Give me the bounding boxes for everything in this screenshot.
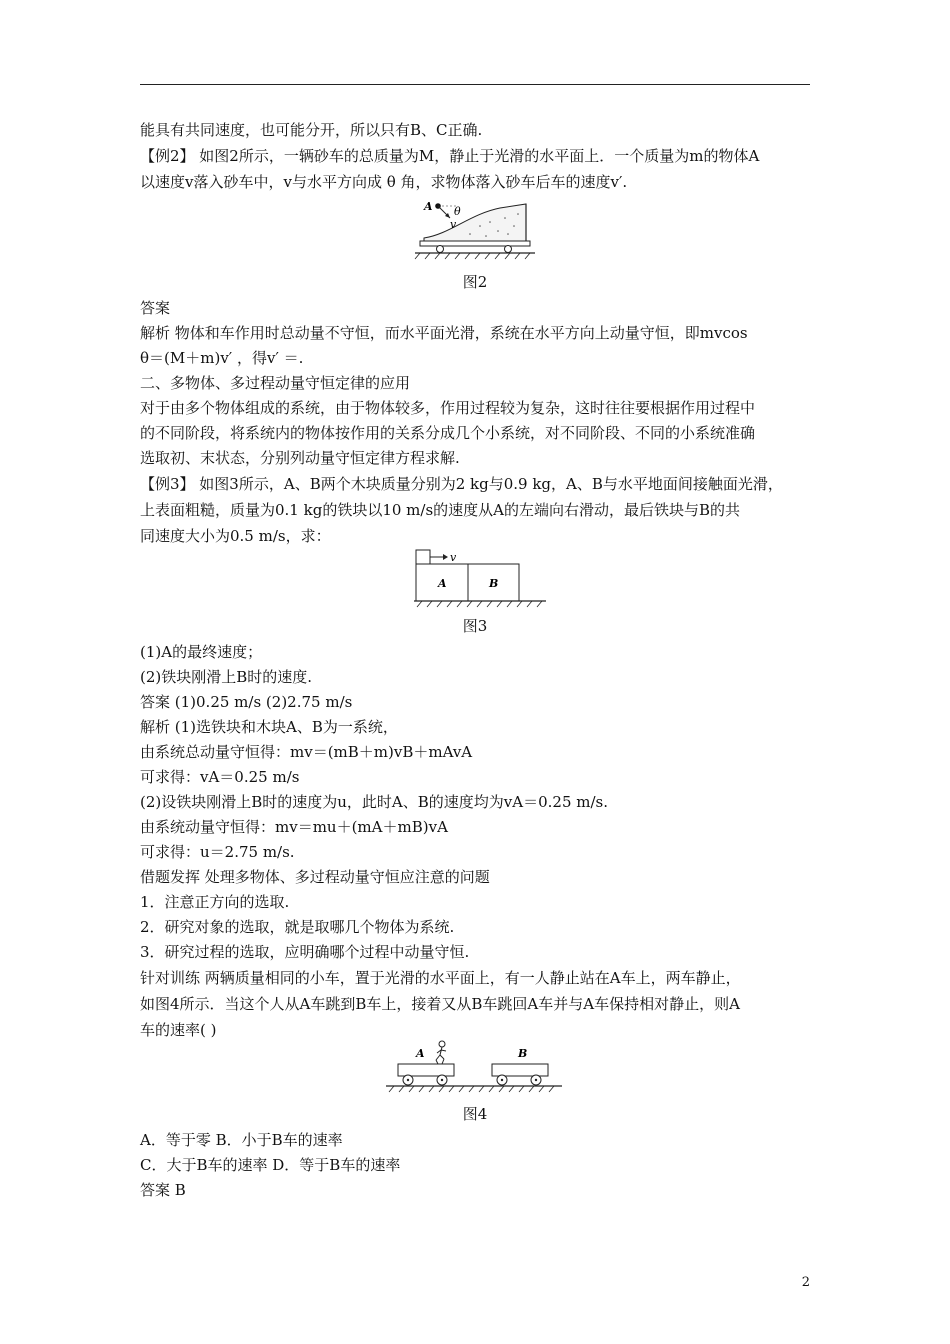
figure-4-two-carts [384, 1040, 564, 1100]
cart-b [492, 1064, 548, 1076]
label-a: A [438, 577, 447, 590]
text-line: 解析 (1)选铁块和木块A、B为一系统， [140, 718, 398, 736]
text-line: 对于由多个物体组成的系统，由于物体较多，作用过程较为复杂，这时往往要根据作用过程中 [140, 399, 756, 417]
example-3-heading: 【例3】 如图3所示，A、B两个木块质量分别为2 kg与0.9 kg，A、B与水平地面间接触面光滑， [140, 475, 783, 493]
figure-3-caption: 图3 [462, 617, 488, 635]
label-b: B [489, 577, 499, 590]
option-line: C．大于B车的速率 D．等于B车的速率 [140, 1156, 401, 1174]
answer-line: 答案 (1)0.25 m/s (2)2.75 m/s [140, 693, 353, 711]
page-number: 2 [801, 1275, 810, 1290]
label-b: B [518, 1047, 528, 1060]
sand-pile [424, 204, 526, 241]
section-heading: 二、多物体、多过程动量守恒定律的应用 [140, 374, 411, 392]
option-line: A．等于零 B．小于B车的速率 [140, 1131, 343, 1149]
text-line: (2)设铁块刚滑上B时的速度为u，此时A、B的速度均为vA＝0.25 m/s. [140, 793, 609, 811]
iron-block [416, 550, 430, 564]
label-v: v [450, 551, 457, 564]
label-theta: θ [454, 205, 461, 218]
text-line: 可求得：vA＝0.25 m/s [140, 768, 300, 786]
text-line: 车的速率( ) [140, 1021, 217, 1039]
text-line: 同速度大小为0.5 m/s，求： [140, 527, 331, 545]
header-rule [140, 84, 810, 85]
text-line: 选取初、末状态，分别列动量守恒定律方程求解. [140, 449, 460, 467]
figure-2-sand-cart [410, 196, 540, 268]
text-line: 3．研究过程的选取，应明确哪个过程中动量守恒. [140, 943, 470, 961]
label-a: A [416, 1047, 425, 1060]
text-line: 2．研究对象的选取，就是取哪几个物体为系统. [140, 918, 455, 936]
answer-line: 答案 B [140, 1181, 186, 1199]
figure-4-caption: 图4 [462, 1105, 488, 1123]
cart-body [420, 241, 530, 246]
person-icon [436, 1041, 446, 1064]
text-line: 1．注意正方向的选取. [140, 893, 290, 911]
figure-2-caption: 图2 [462, 273, 488, 291]
label-a: A [424, 200, 433, 213]
text-line: 由系统动量守恒得：mv＝mu＋(mA＋mB)vA [140, 818, 448, 836]
text-line: 的不同阶段，将系统内的物体按作用的关系分成几个小系统，对不同阶段、不同的小系统准确 [140, 424, 756, 442]
text-line: 以速度v落入砂车中，v与水平方向成 θ 角，求物体落入砂车后车的速度v′. [140, 173, 628, 191]
text-line: 能具有共同速度，也可能分开，所以只有B、C正确. [140, 121, 483, 139]
wheel-left [437, 246, 444, 253]
exercise-heading: 针对训练 两辆质量相同的小车，置于光滑的水平面上，有一人静止站在A车上，两车静止， [140, 969, 741, 987]
tip-heading: 借题发挥 处理多物体、多过程动量守恒应注意的问题 [140, 868, 490, 886]
answer-label: 答案 [140, 299, 171, 317]
text-line: (2)铁块刚滑上B时的速度. [140, 668, 313, 686]
label-v: v [450, 218, 457, 231]
text-line: 上表面粗糙，质量为0.1 kg的铁块以10 m/s的速度从A的左端向右滑动，最后铁块与B的共 [140, 501, 741, 519]
text-line: 由系统总动量守恒得：mv＝(mB＋m)vB＋mAvA [140, 743, 473, 761]
text-line: 解析 物体和车作用时总动量不守恒，而水平面光滑，系统在水平方向上动量守恒，即mvcos [140, 324, 748, 342]
figure-3-blocks [412, 544, 550, 612]
wheel-right [505, 246, 512, 253]
text-line: 如图4所示．当这个人从A车跳到B车上，接着又从B车跳回A车并与A车保持相对静止，则A [140, 995, 740, 1013]
cart-a [398, 1064, 454, 1076]
example-2-heading: 【例2】 如图2所示，一辆砂车的总质量为M，静止于光滑的水平面上．一个质量为m的物体A [140, 147, 760, 165]
text-line: 可求得：u＝2.75 m/s. [140, 843, 295, 861]
text-line: θ＝(M＋m)v′ ，得v′ ＝. [140, 349, 304, 367]
text-line: (1)A的最终速度； [140, 643, 263, 661]
